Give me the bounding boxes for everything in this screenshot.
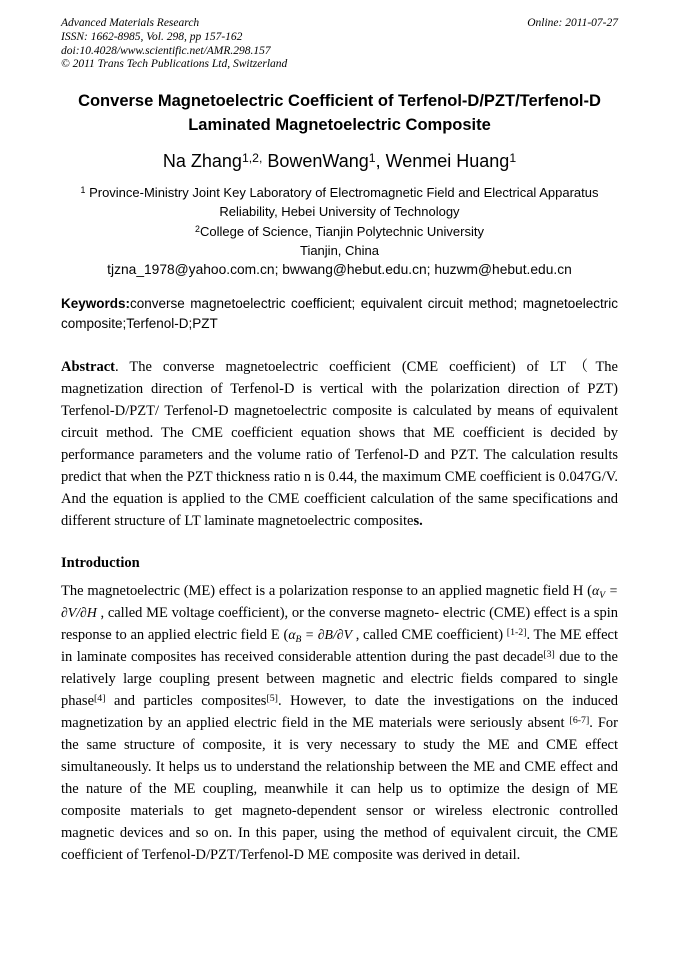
affiliation-line-2: Reliability, Hebei University of Technology	[219, 204, 460, 220]
authors-line: Na Zhang$^{1,2,}$ BowenWang$^1$, Wenmei Huang$^1$	[162, 150, 517, 172]
affiliations-block	[61, 183, 618, 279]
affiliation-line-1: $^1$ Province-Ministry Joint Key Laboratory of Electromagnetic Field and Electrical Apparatus	[80, 185, 599, 201]
copyright-line: © 2011 Trans Tech Publications Ltd, Switzerland	[61, 58, 288, 71]
paper-title-line-2: Laminated Magnetoelectric Composite	[188, 115, 491, 134]
author-emails: tjzna_1978@yahoo.com.cn; bwwang@hebut.edu.cn; huzwm@hebut.edu.cn	[107, 262, 572, 277]
online-date: Online: 2011-07-27	[527, 17, 618, 29]
paper-title	[61, 90, 618, 137]
paper-title-line-1: Converse Magnetoelectric Coefficient of Terfenol-D/PZT/Terfenol-D	[78, 92, 601, 111]
introduction-paragraph: The magnetoelectric (ME) effect is a polarization response to an applied magnetic field H (αV = ∂V/∂H , called ME voltage coefficient), or the converse magneto- electric (CME) effect is a spin response to an applied electric field E (αB = ∂B/∂V , called CME coefficient) [1-2]. The ME effect in laminate composites has received considerable attention during the past decade[3] due to the relatively large coupling present between magnetic and electric fields compared to single phase[4] and particles composites[5]. However, to date the investigations on the induced magnetization by an applied electric field in the ME materials were seriously absent [6-7]. For the same structure of composite, it is very necessary to study the ME and CME effect simultaneously. It helps us to understand the relationship between the ME and CME effect and the nature of the ME coupling, meanwhile it can help us to optimize the design of ME composite materials to get magneto-dependent sensor or wireless electronic controlled magnetic devices and so on. In this paper, using the method of equivalent circuit, the CME coefficient of Terfenol-D/PZT/Terfenol-D ME composite was derived in detail.	[61, 583, 619, 864]
affiliation-line-4: Tianjin, China	[299, 242, 379, 258]
keywords-paragraph: Keywords:converse magnetoelectric coefficient; equivalent circuit method; magnetoelectric composite;Terfenol-D;PZT	[61, 296, 618, 331]
affiliation-line-3: $^2$College of Science, Tianjin Polytechnic University	[195, 223, 484, 239]
journal-header	[61, 17, 618, 72]
issn-line: ISSN: 1662-8985, Vol. 298, pp 157-162	[61, 30, 243, 43]
doi-line: doi:10.4028/www.scientific.net/AMR.298.157	[61, 44, 271, 57]
section-heading-introduction: Introduction	[61, 555, 140, 572]
abstract-paragraph: Abstract. The converse magnetoelectric coefficient (CME coefficient) of LT（The magnetization direction of Terfenol-D is vertical with the polarization direction of PZT) Terfenol-D/PZT/ Terfenol-D magnetoelectric composite is calculated by means of equivalent circuit method. The CME coefficient equation shows that ME coefficient is decided by performance parameters and the volume ratio of Terfenol-D and PZT. The calculation results predict that when the PZT thickness ratio n is 0.44, the maximum CME coefficient is 0.047G/V. And the equation is applied to the CME coefficient calculation of the same specifications and different structure of LT laminate magnetoelectric composites.	[61, 359, 618, 530]
journal-name: Advanced Materials Research	[61, 17, 200, 29]
